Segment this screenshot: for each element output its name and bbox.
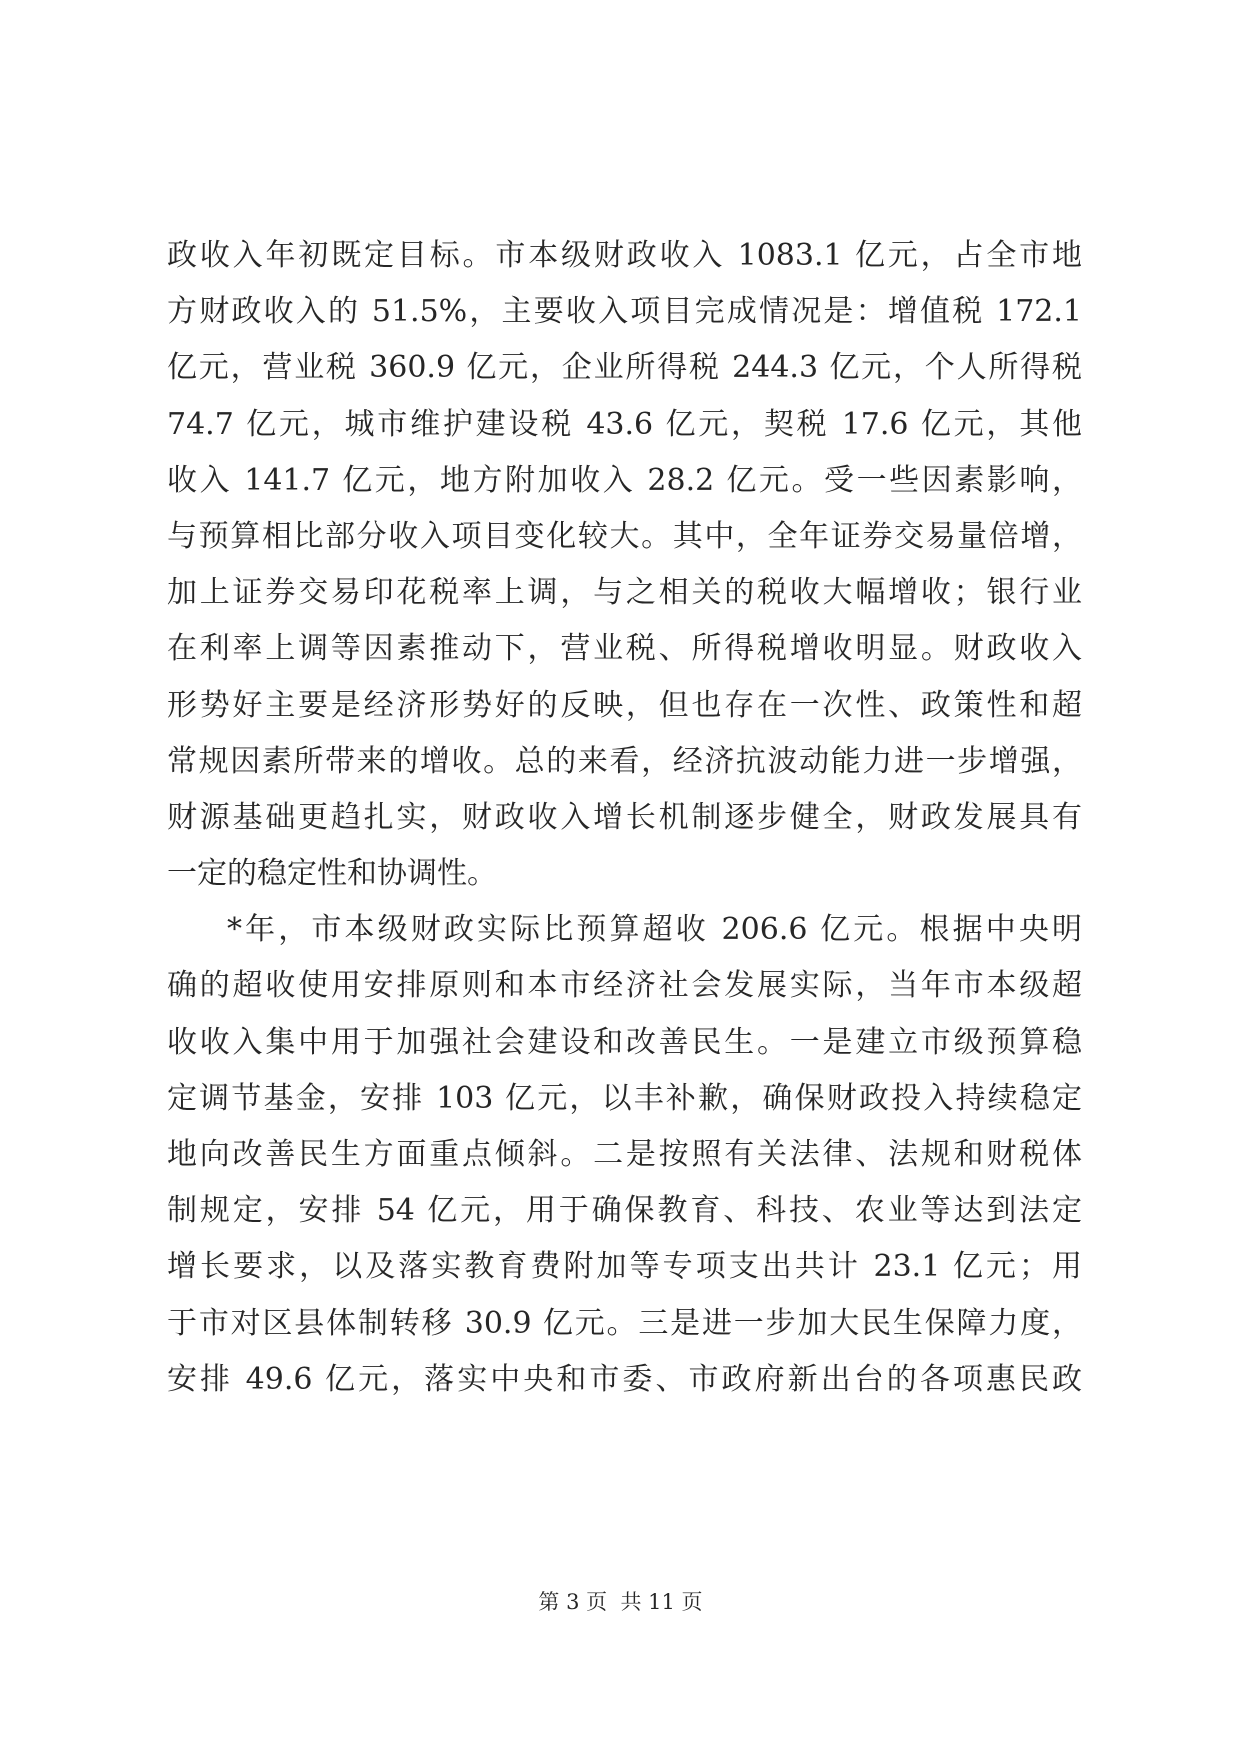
text-line: 亿元，营业税 360.9 亿元，企业所得税 244.3 亿元，个人所得税 bbox=[167, 350, 1082, 386]
text-line: 收入 141.7 亿元，地方附加收入 28.2 亿元。受一些因素影响， bbox=[167, 462, 1082, 498]
text-line: 于市对区县体制转移 30.9 亿元。三是进一步加大民生保障力度， bbox=[167, 1305, 1082, 1341]
text-line: 加上证券交易印花税率上调，与之相关的税收大幅增收；银行业 bbox=[167, 575, 1082, 611]
text-line: *年，市本级财政实际比预算超收 206.6 亿元。根据中央明 bbox=[227, 912, 1082, 948]
text-line: 常规因素所带来的增收。总的来看，经济抗波动能力进一步增强， bbox=[167, 743, 1082, 779]
text-line: 财源基础更趋扎实，财政收入增长机制逐步健全，财政发展具有 bbox=[167, 799, 1082, 835]
page-number-footer: 第 3 页 共 11 页 bbox=[538, 1590, 703, 1614]
text-line: 安排 49.6 亿元，落实中央和市委、市政府新出台的各项惠民政 bbox=[167, 1361, 1082, 1397]
text-line: 方财政收入的 51.5%，主要收入项目完成情况是：增值税 172.1 bbox=[167, 294, 1082, 330]
text-line: 形势好主要是经济形势好的反映，但也存在一次性、政策性和超 bbox=[167, 687, 1082, 723]
text-line: 地向改善民生方面重点倾斜。二是按照有关法律、法规和财税体 bbox=[167, 1137, 1082, 1172]
text-line: 一定的稳定性和协调性。 bbox=[167, 856, 497, 892]
body-text bbox=[167, 228, 1082, 1408]
text-line: 制规定，安排 54 亿元，用于确保教育、科技、农业等达到法定 bbox=[167, 1193, 1082, 1229]
text-line: 在利率上调等因素推动下，营业税、所得税增收明显。财政收入 bbox=[167, 631, 1082, 667]
text-line: 政收入年初既定目标。市本级财政收入 1083.1 亿元，占全市地 bbox=[167, 238, 1082, 273]
text-line: 74.7 亿元，城市维护建设税 43.6 亿元，契税 17.6 亿元，其他 bbox=[167, 406, 1082, 442]
text-line: 收收入集中用于加强社会建设和改善民生。一是建立市级预算稳 bbox=[167, 1024, 1082, 1060]
text-line: 增长要求，以及落实教育费附加等专项支出共计 23.1 亿元；用 bbox=[167, 1249, 1082, 1285]
text-line: 定调节基金，安排 103 亿元，以丰补歉，确保财政投入持续稳定 bbox=[167, 1080, 1082, 1116]
text-line: 与预算相比部分收入项目变化较大。其中，全年证券交易量倍增， bbox=[167, 518, 1082, 554]
text-line: 确的超收使用安排原则和本市经济社会发展实际，当年市本级超 bbox=[167, 968, 1082, 1004]
